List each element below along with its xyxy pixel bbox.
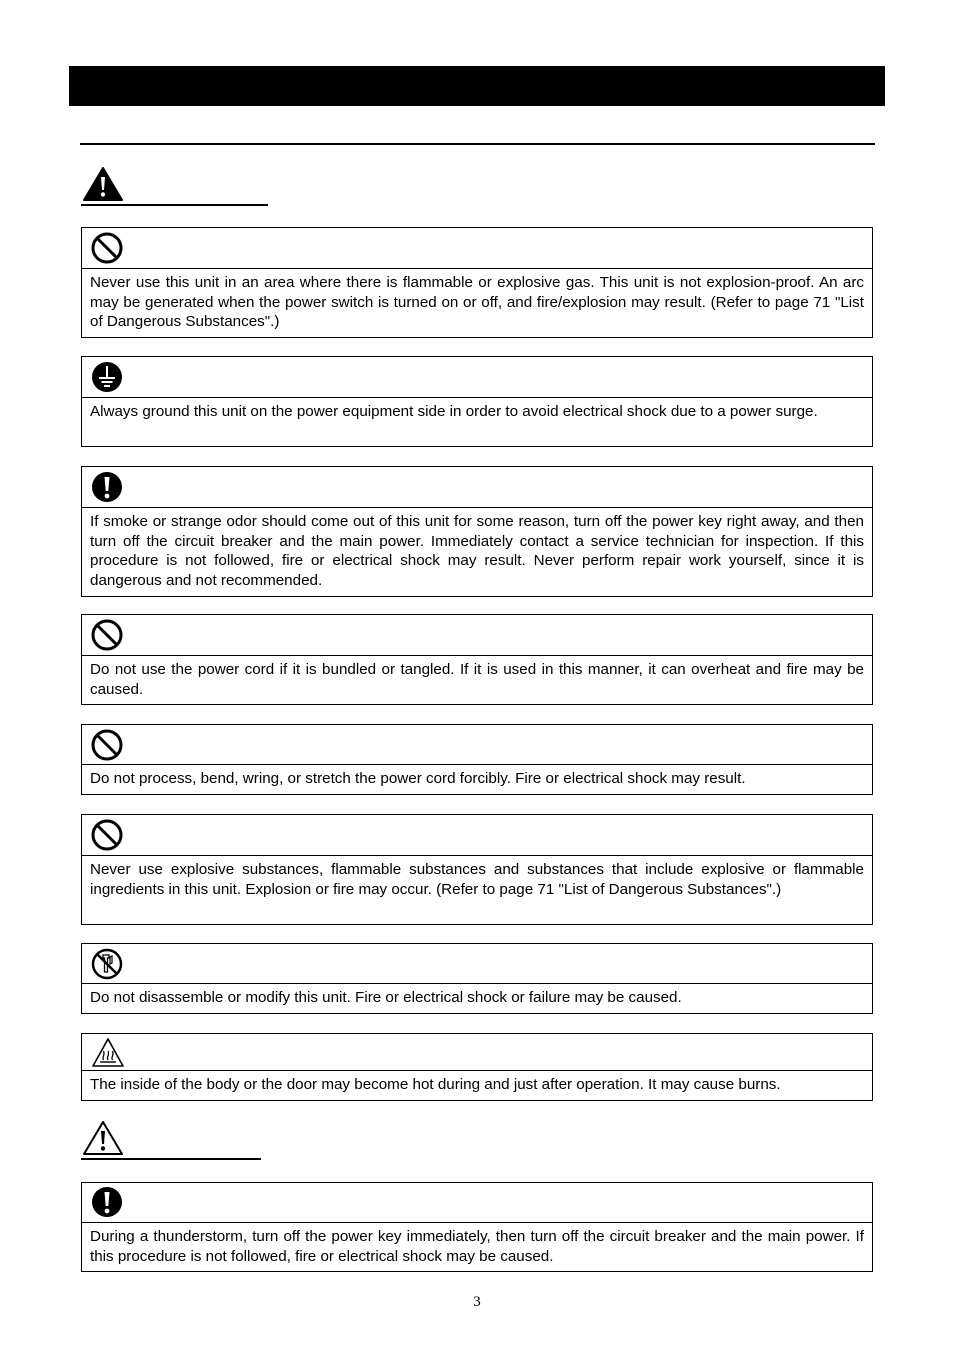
section-header-bar	[69, 66, 885, 106]
prohibition-icon	[91, 619, 123, 651]
caution-box-1	[81, 1182, 873, 1272]
warning-box-1	[81, 227, 873, 338]
mandatory-exclamation-icon	[91, 471, 123, 503]
warning-box-3	[81, 466, 873, 597]
warning-text: Do not disassemble or modify this unit. Fire or electrical shock or failure may be caused.	[90, 989, 682, 1006]
prohibition-icon	[91, 232, 123, 264]
caution-text: During a thunderstorm, turn off the power key immediately, then turn off the circuit breaker and the main power. If this procedure is not followed, fire or electrical shock may be caused.	[90, 1228, 864, 1265]
warning-box-5	[81, 724, 873, 795]
warning-triangle-filled-icon	[82, 166, 124, 202]
section-header-rule	[80, 143, 875, 145]
warning-box-6	[81, 814, 873, 925]
warning-box-4	[81, 614, 873, 705]
prohibition-icon	[91, 819, 123, 851]
warning-text: Do not process, bend, wring, or stretch the power cord forcibly. Fire or electrical shock may result.	[90, 770, 746, 787]
caution-level-heading	[81, 1120, 268, 1160]
page-number: 3	[473, 1294, 481, 1310]
prohibition-icon	[91, 729, 123, 761]
warning-text: Never use this unit in an area where there is flammable or explosive gas. This unit is not explosion-proof. An arc may be generated when the power switch is turned on or off, and fire/explosion may result. (Refer to page 71 "List of Dangerous Substances".)	[90, 274, 864, 330]
warning-text: If smoke or strange odor should come out of this unit for some reason, turn off the power key right away, and then turn off the circuit breaker and the main power. Immediately contact a service technician for inspection. If this procedure is not followed, fire or electrical shock may result. Never perform repair work yourself, since it is dangerous and not recommended.	[90, 513, 864, 589]
warning-box-7	[81, 943, 873, 1014]
no-disassembly-icon	[91, 948, 123, 980]
warning-text: Never use explosive substances, flammable substances and substances that include explosive or flammable ingredients in this unit. Explosion or fire may occur. (Refer to page 71 "List of Dangerous Substances".)	[90, 861, 864, 898]
hot-surface-icon	[91, 1037, 125, 1068]
warning-text: Always ground this unit on the power equipment side in order to avoid electrical shock due to a power surge.	[90, 403, 818, 420]
warning-text: The inside of the body or the door may become hot during and just after operation. It may cause burns.	[90, 1076, 781, 1093]
warning-box-8	[81, 1033, 873, 1101]
ground-icon	[91, 361, 123, 393]
warning-level-heading	[81, 166, 268, 206]
warning-text: Do not use the power cord if it is bundled or tangled. If it is used in this manner, it can overheat and fire may be caused.	[90, 661, 864, 698]
warning-box-2	[81, 356, 873, 447]
mandatory-exclamation-icon	[91, 1186, 123, 1218]
caution-triangle-outline-icon	[82, 1120, 124, 1156]
